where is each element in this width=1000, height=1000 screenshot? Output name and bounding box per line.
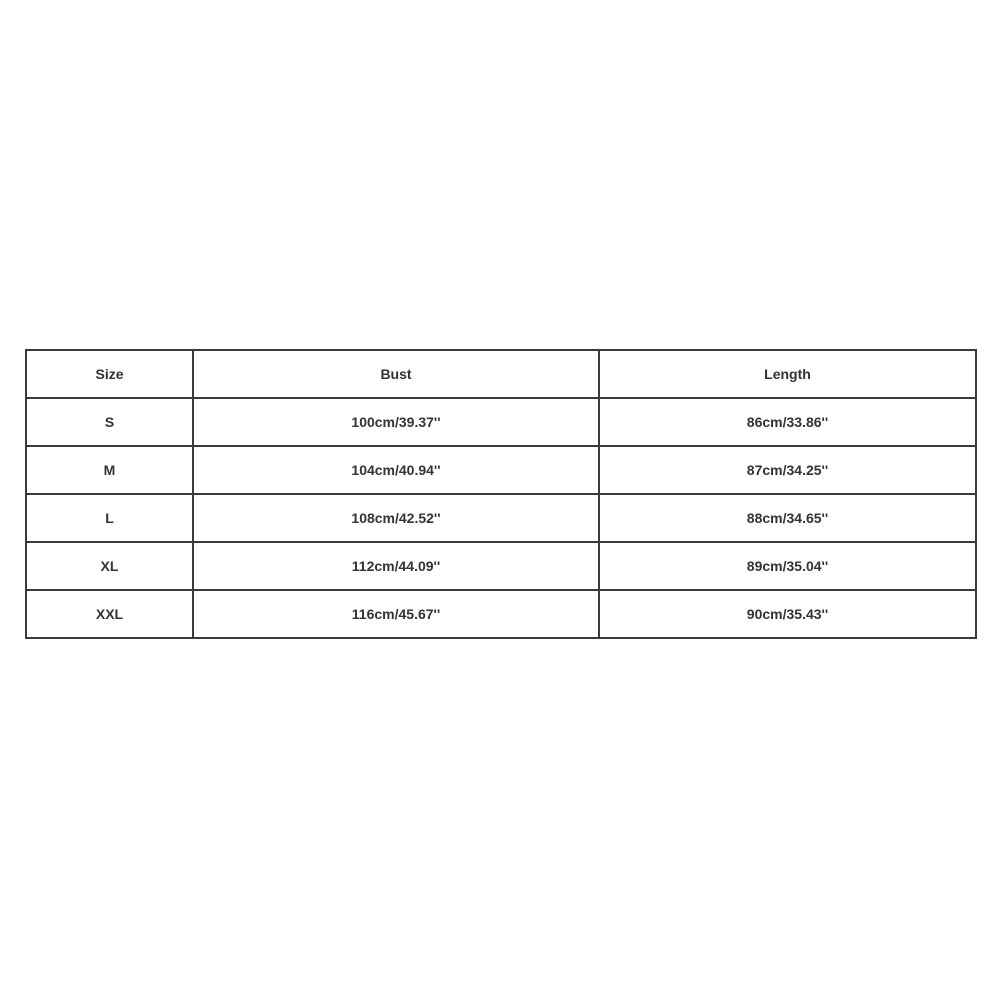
size-cell: L	[26, 494, 193, 542]
header-size: Size	[26, 350, 193, 398]
length-cell: 86cm/33.86''	[599, 398, 976, 446]
bust-cell: 108cm/42.52''	[193, 494, 599, 542]
bust-cell: 104cm/40.94''	[193, 446, 599, 494]
bust-cell: 116cm/45.67''	[193, 590, 599, 638]
length-cell: 89cm/35.04''	[599, 542, 976, 590]
header-bust: Bust	[193, 350, 599, 398]
size-cell: XL	[26, 542, 193, 590]
table-row	[26, 542, 976, 590]
table-row	[26, 446, 976, 494]
length-cell: 88cm/34.65''	[599, 494, 976, 542]
bust-cell: 100cm/39.37''	[193, 398, 599, 446]
table-header-row	[26, 350, 976, 398]
size-cell: S	[26, 398, 193, 446]
table-row	[26, 590, 976, 638]
length-cell: 90cm/35.43''	[599, 590, 976, 638]
header-length: Length	[599, 350, 976, 398]
size-cell: XXL	[26, 590, 193, 638]
length-cell: 87cm/34.25''	[599, 446, 976, 494]
size-cell: M	[26, 446, 193, 494]
table-row	[26, 494, 976, 542]
size-chart-table	[25, 349, 977, 639]
table-row	[26, 398, 976, 446]
bust-cell: 112cm/44.09''	[193, 542, 599, 590]
